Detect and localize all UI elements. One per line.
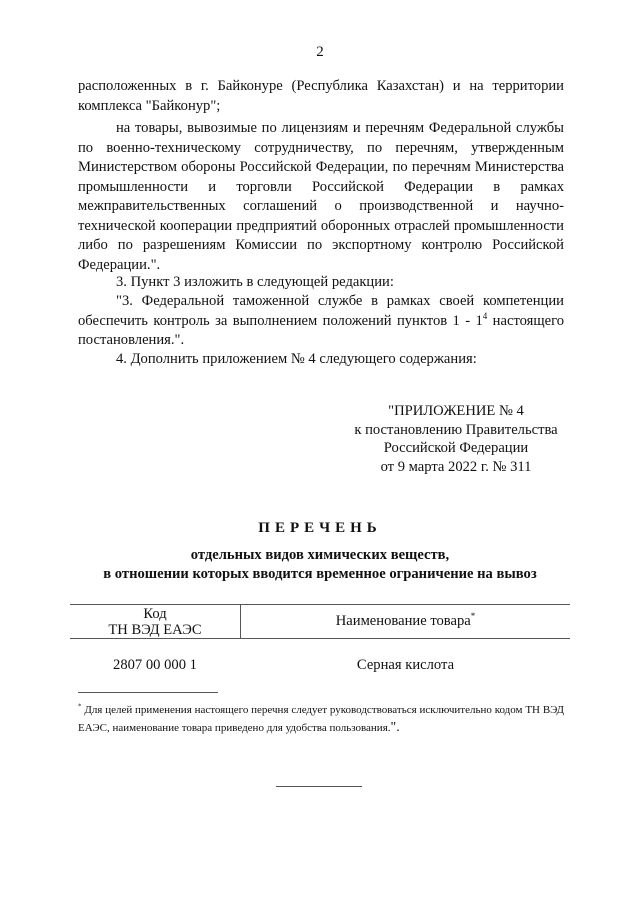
paragraph-4-end: настоящего постановления.".: [78, 312, 564, 348]
footnote: [78, 702, 564, 737]
header-name: [241, 613, 570, 630]
footnote-divider: [78, 692, 218, 693]
appendix-line-3: Российской Федерации: [383, 440, 529, 456]
footnote-text: Для целей применения настоящего перечня следует руководствоваться исключительно кодом ТН ВЭД ЕАЭС, наименование товара приведено для удобства пользования.: [78, 704, 564, 734]
header-code-line-1: Код: [143, 606, 167, 622]
table-header-rule: [70, 638, 570, 639]
table-row-code: 2807 00 000 1: [113, 657, 197, 673]
page-number: 2: [316, 44, 324, 60]
paragraph-1: расположенных в г. Байконуре (Республика Казахстан) и на территории комплекса "Байконур";: [78, 78, 564, 114]
table-row-name: Серная кислота: [356, 657, 455, 673]
table-top-rule: [70, 604, 570, 605]
header-name-footnote-mark: *: [470, 611, 476, 622]
appendix-line-1: "ПРИЛОЖЕНИЕ № 4: [388, 403, 524, 419]
footnote-end: ".: [390, 720, 400, 735]
list-subtitle-line-1: отдельных видов химических веществ,: [190, 547, 450, 563]
list-subtitle-line-2: в отношении которых вводится временное ограничение на вывоз: [103, 565, 537, 582]
paragraph-4-text: "3. Федеральной таможенной службе в рамках своей компетенции обеспечить контроль за выполнением положений пунктов 1 - 1: [78, 293, 564, 329]
paragraph-4: [78, 292, 564, 351]
list-subtitle: [0, 546, 640, 583]
header-code: [70, 606, 240, 638]
list-title: ПЕРЕЧЕНЬ: [258, 520, 382, 536]
paragraph-5: 4. Дополнить приложением № 4 следующего содержания:: [116, 351, 477, 367]
header-name-label: Наименование товара: [335, 613, 471, 629]
appendix-line-2: к постановлению Правительства: [354, 421, 558, 438]
paragraph-3: 3. Пункт 3 изложить в следующей редакции:: [116, 274, 394, 290]
paragraph-4-superscript: 4: [482, 310, 488, 321]
header-code-line-2: ТН ВЭД ЕАЭС: [108, 622, 202, 638]
appendix-line-4: от 9 марта 2022 г. № 311: [380, 458, 532, 475]
footnote-mark: *: [78, 702, 82, 711]
bottom-divider: [276, 786, 362, 787]
paragraph-2: на товары, вывозимые по лицензиям и перечням Федеральной службы по военно-техническому сотрудничеству, по перечням, утвержденным Министерством обороны Российской Федерации, по перечням Министерства промышленности и торговли Российской Федерации в рамках межправительственных соглашений о производственной и научно-технической кооперации предприятий оборонных отраслей промышленности либо по разрешениям Комиссии по экспортному контролю Российской Федерации.".: [78, 120, 564, 273]
appendix-header: [336, 402, 576, 476]
